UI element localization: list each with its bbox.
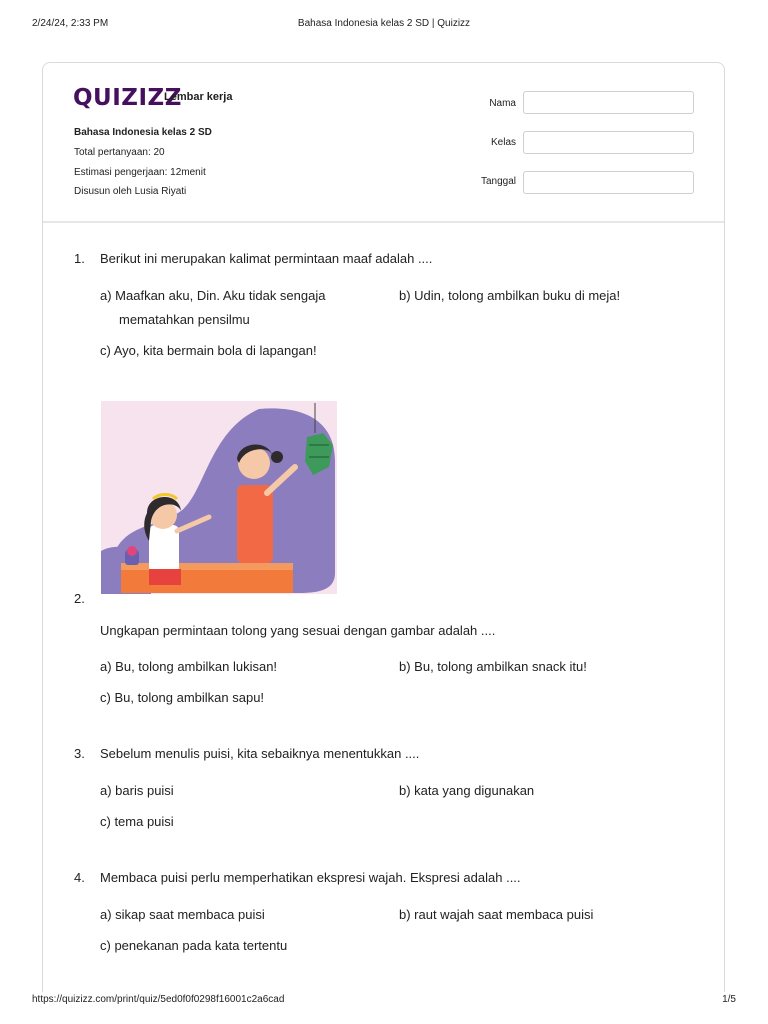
- question-text: Berikut ini merupakan kalimat permintaan maaf adalah ....: [100, 251, 433, 266]
- option-c: c) Ayo, kita bermain bola di lapangan!: [100, 343, 317, 358]
- worksheet-card: [42, 62, 725, 992]
- option-b: b) kata yang digunakan: [399, 783, 535, 798]
- question-number: 3.: [74, 746, 85, 761]
- question-number: 1.: [74, 251, 85, 266]
- question-number: 2.: [74, 591, 85, 606]
- option-c: c) tema puisi: [100, 814, 174, 829]
- total-questions: Total pertanyaan: 20: [74, 147, 165, 158]
- option-c: c) penekanan pada kata tertentu: [100, 938, 288, 953]
- children-illustration-icon: [99, 401, 337, 594]
- option-a: a) Maafkan aku, Din. Aku tidak sengaja: [100, 288, 326, 303]
- option-b: b) Bu, tolong ambilkan snack itu!: [399, 659, 587, 674]
- print-header: [32, 18, 736, 32]
- option-a-continued: mematahkan pensilmu: [119, 312, 250, 327]
- date-label: Tanggal: [480, 176, 516, 187]
- brand-name: QUIZIZZ: [73, 85, 182, 111]
- question-text: Ungkapan permintaan tolong yang sesuai dengan gambar adalah ....: [100, 623, 496, 638]
- date-field[interactable]: [523, 171, 694, 194]
- print-datetime: 2/24/24, 2:33 PM: [32, 18, 109, 29]
- worksheet-label: Lembar kerja: [164, 91, 233, 103]
- worksheet-header: [43, 63, 724, 223]
- name-label: Nama: [489, 98, 516, 109]
- class-label: Kelas: [490, 137, 516, 148]
- option-a: a) baris puisi: [100, 783, 174, 798]
- class-field[interactable]: [523, 131, 694, 154]
- time-estimate: Estimasi pengerjaan: 12menit: [74, 167, 206, 178]
- worksheet-title: Bahasa Indonesia kelas 2 SD: [74, 127, 212, 138]
- question-text: Membaca puisi perlu memperhatikan ekspresi wajah. Ekspresi adalah ....: [100, 870, 521, 885]
- print-url: https://quizizz.com/print/quiz/5ed0f0f0298f16001c2a6cad: [32, 994, 285, 1005]
- print-footer: [32, 994, 736, 1008]
- option-a: a) sikap saat membaca puisi: [100, 907, 265, 922]
- print-page-number: 1/5: [722, 994, 736, 1005]
- question-2-illustration: [99, 401, 337, 594]
- option-a: a) Bu, tolong ambilkan lukisan!: [100, 659, 278, 674]
- name-field[interactable]: [523, 91, 694, 114]
- question-number: 4.: [74, 870, 85, 885]
- print-page-title: Bahasa Indonesia kelas 2 SD | Quizizz: [297, 18, 471, 29]
- option-c: c) Bu, tolong ambilkan sapu!: [100, 690, 265, 705]
- option-b: b) Udin, tolong ambilkan buku di meja!: [399, 288, 621, 303]
- question-text: Sebelum menulis puisi, kita sebaiknya menentukkan ....: [100, 746, 420, 761]
- option-b: b) raut wajah saat membaca puisi: [399, 907, 594, 922]
- author: Disusun oleh Lusia Riyati: [74, 186, 187, 197]
